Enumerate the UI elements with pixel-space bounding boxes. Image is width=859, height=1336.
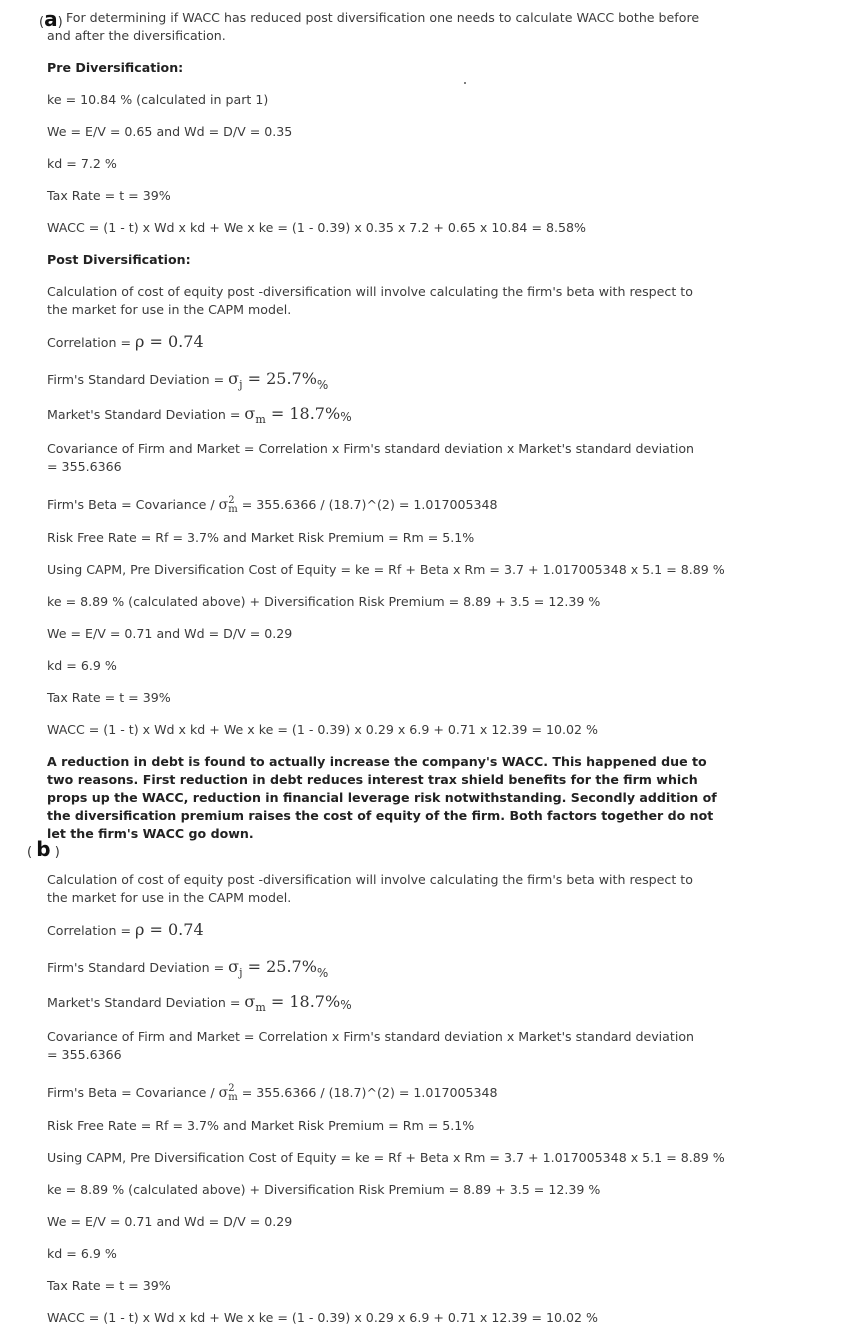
firm-sd-a: Firm's Standard Deviation = $\sigma_j = 25.7\%\%$: [47, 369, 329, 392]
part-b-marker: ( b ): [27, 837, 60, 861]
tax-b: Tax Rate = t = 39%: [47, 1278, 171, 1293]
capm-a: Using CAPM, Pre Diversification Cost of Equity = ke = Rf + Beta x Rm = 3.7 + 1.017005348 x 5.1 = 8.89 %: [47, 562, 725, 577]
pre-weights: We = E/V = 0.65 and Wd = D/V = 0.35: [47, 124, 293, 139]
risk-free-a: Risk Free Rate = Rf = 3.7% and Market Risk Premium = Rm = 5.1%: [47, 530, 475, 545]
correlation-a: Correlation = ρ = 0.74: [47, 332, 204, 351]
part-a-letter: a: [44, 7, 58, 31]
part-b-letter: b: [36, 837, 51, 861]
calc-intro-b: Calculation of cost of equity post -diversification will involve calculating the firm's beta with respect to the market for use in the CAPM model.: [47, 872, 693, 905]
capm-b: Using CAPM, Pre Diversification Cost of Equity = ke = Rf + Beta x Rm = 3.7 + 1.017005348 x 5.1 = 8.89 %: [47, 1150, 725, 1165]
market-sd-a: Market's Standard Deviation = $\sigma_m = 18.7\%\%$: [47, 404, 352, 427]
weights-b: We = E/V = 0.71 and Wd = D/V = 0.29: [47, 1214, 293, 1229]
correlation-math: ρ = 0.74: [135, 332, 204, 351]
risk-free-b: Risk Free Rate = Rf = 3.7% and Market Risk Premium = Rm = 5.1%: [47, 1118, 475, 1133]
covariance-b: Covariance of Firm and Market = Correlation x Firm's standard deviation x Market's standard deviation = 355.6366: [47, 1029, 695, 1062]
correlation-math: ρ = 0.74: [135, 920, 204, 939]
stray-dot: [464, 82, 466, 84]
kd-a: kd = 6.9 %: [47, 658, 117, 673]
pre-kd: kd = 7.2 %: [47, 156, 117, 171]
ke-a: ke = 8.89 % (calculated above) + Diversification Risk Premium = 8.89 + 3.5 = 12.39 %: [47, 594, 601, 609]
pre-diversification-heading: Pre Diversification:: [47, 60, 184, 75]
pre-ke: ke = 10.84 % (calculated in part 1): [47, 92, 269, 107]
pre-tax-rate: Tax Rate = t = 39%: [47, 188, 171, 203]
firm-sd-b: Firm's Standard Deviation = $\sigma_j = 25.7\%\%$: [47, 957, 329, 980]
covariance-a: Covariance of Firm and Market = Correlation x Firm's standard deviation x Market's standard deviation = 355.6366: [47, 441, 695, 474]
market-sd-b: Market's Standard Deviation = $\sigma_m = 18.7\%\%$: [47, 992, 352, 1015]
wacc-a: WACC = (1 - t) x Wd x kd + We x ke = (1 - 0.39) x 0.29 x 6.9 + 0.71 x 12.39 = 10.02 %: [47, 722, 599, 737]
tax-a: Tax Rate = t = 39%: [47, 690, 171, 705]
conclusion: A reduction in debt is found to actually increase the company's WACC. This happened due to two reasons. First reduction in debt reduces interest trax shield benefits for the firm which props up the WACC, reduction in financial leverage risk notwithstanding. Secondly addition of the diversification premium raises the cost of equity of the firm. Both factors together do not let the firm's WACC go down.: [47, 754, 717, 841]
pre-wacc: WACC = (1 - t) x Wd x kd + We x ke = (1 - 0.39) x 0.35 x 7.2 + 0.65 x 10.84 = 8.58%: [47, 220, 587, 235]
beta-a: Firm's Beta = Covariance / σ 2 m = 355.6366 / (18.7)^(2) = 1.017005348: [47, 495, 498, 515]
weights-a: We = E/V = 0.71 and Wd = D/V = 0.29: [47, 626, 293, 641]
correlation-b: Correlation = ρ = 0.74: [47, 920, 204, 939]
part-a-marker: (a): [39, 7, 63, 31]
calc-intro-a: Calculation of cost of equity post -diversification will involve calculating the firm's beta with respect to the market for use in the CAPM model.: [47, 284, 693, 317]
wacc-b: WACC = (1 - t) x Wd x kd + We x ke = (1 - 0.39) x 0.29 x 6.9 + 0.71 x 12.39 = 10.02 %: [47, 1310, 599, 1325]
beta-b: Firm's Beta = Covariance / σ 2 m = 355.6366 / (18.7)^(2) = 1.017005348: [47, 1083, 498, 1103]
part-a-intro: For determining if WACC has reduced post diversification one needs to calculate WACC bothe before and after the diversification.: [47, 10, 700, 43]
post-diversification-heading: Post Diversification:: [47, 252, 191, 267]
kd-b: kd = 6.9 %: [47, 1246, 117, 1261]
ke-b: ke = 8.89 % (calculated above) + Diversification Risk Premium = 8.89 + 3.5 = 12.39 %: [47, 1182, 601, 1197]
